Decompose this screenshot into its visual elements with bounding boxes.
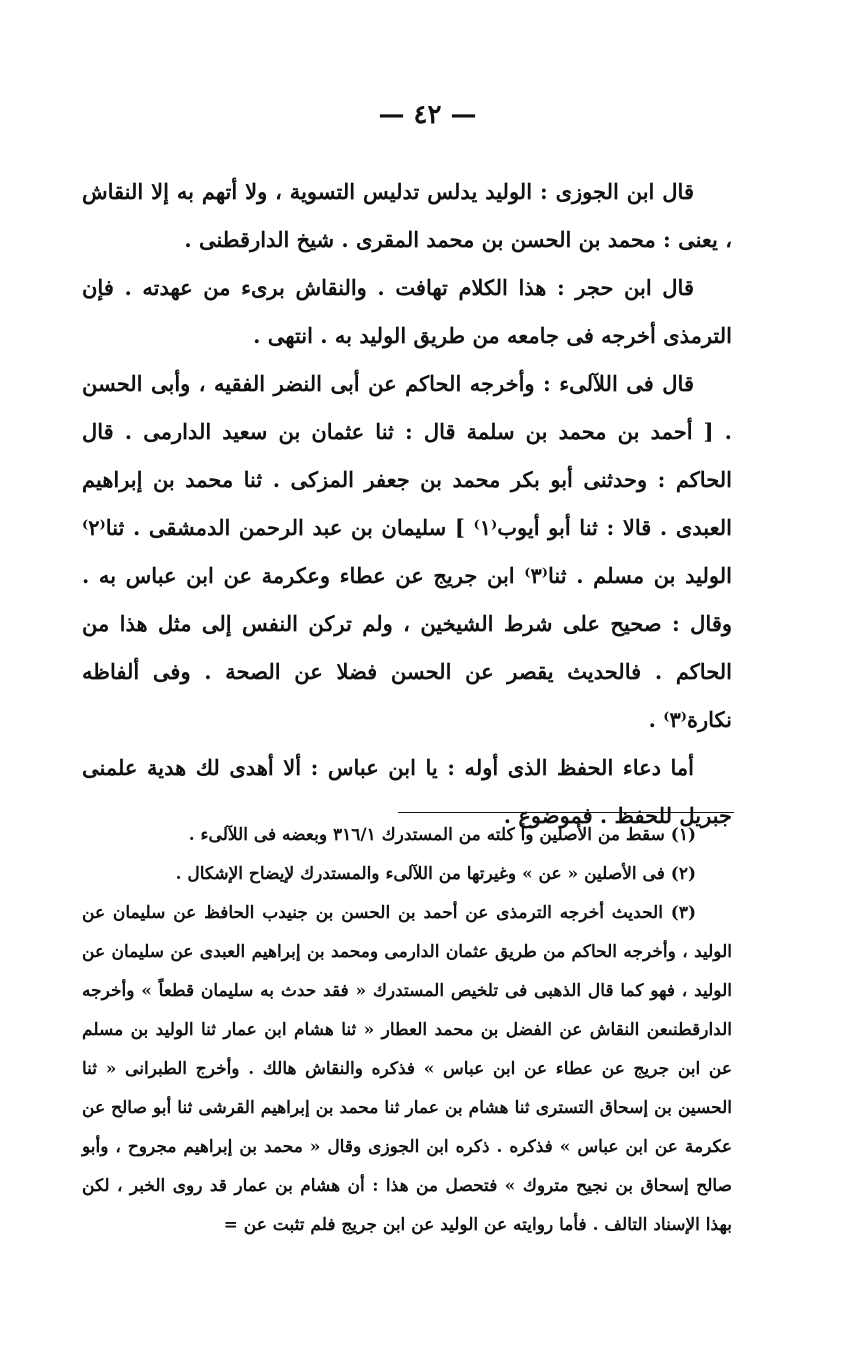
footnotes [82, 816, 732, 1245]
paragraph-hifz-dua: أما دعاء الحفظ الذى أوله : يا ابن عباس : ألا أهدى لك هدية علمنى جبريل للحفظ . فموضوع . [82, 755, 732, 828]
footnote-1: (١) سقط من الأصلين وأ كلته من المستدرك ٣١٦/١ وبعضه فى اللآلىء . [188, 825, 696, 845]
footnote-3: (٣) الحديث أخرجه الترمذى عن أحمد بن الحسن بن جنيدب الحافظ عن سليمان عن الوليد ، وأخرجه الحاكم من طريق عثمان الدارمى ومحمد بن إبراهيم العبدى عن سليمان عن الوليد ، فهو كما قال الذهبى فى تلخيص المستدرك « فقد حدث به سليمان قطعاً » وأخرجه الدارقطنىعن النقاش عن الفضل بن محمد العطار « ثنا هشام ابن عمار ثنا الوليد بن مسلم عن ابن جريج عن عطاء عن ابن عباس » فذكره والنقاش هالك . وأخرج الطبرانى « ثنا الحسين بن إسحاق التسترى ثنا هشام بن عمار ثنا محمد بن إبراهيم القرشى ثنا أبو صالح عن عكرمة عن ابن عباس » فذكره . ذكره ابن الجوزى وقال « محمد بن إبراهيم مجروح ، وأبو صالح إسحاق بن نجيح متروك » فتحصل من هذا : أن هشام بن عمار قد روى الخبر ، لكن بهذا الإسناد التالف . فأما روايته عن الوليد عن ابن جريج فلم تثبت عن = [82, 903, 732, 1235]
footnote-2: (٢) فى الأصلين « عن » وغيرتها من اللآلىء والمستدرك لإيضاح الإشكال . [175, 864, 696, 884]
paragraph-laali: قال فى اللآلىء : وأخرجه الحاكم عن أبى النضر الفقيه ، وأبى الحسن . [ أحمد بن محمد بن سلمة قال : ثنا عثمان بن سعيد الدارمى . قال الحاكم : وحدثنى أبو بكر محمد بن جعفر المزكى . ثنا محمد بن إبراهيم العبدى . قالا : ثنا أبو أيوب⁽١⁾ ] سليمان بن عبد الرحمن الدمشقى . ثنا⁽٢⁾ الوليد بن مسلم . ثنا⁽٣⁾ ابن جريج عن عطاء وعكرمة عن ابن عباس به . وقال : صحيح على شرط الشيخين ، ولم تركن النفس إلى مثل هذا من الحاكم . فالحديث يقصر عن الحسن فضلا عن الصحة . وفى ألفاظه نكارة⁽٣⁾ . [82, 371, 732, 732]
page-number: — ٤٢ — [378, 100, 477, 130]
paragraph-ibn-jawzi: قال ابن الجوزى : الوليد يدلس تدليس التسوية ، ولا أتهم به إلا النقاش ، يعنى : محمد بن الحسن بن محمد المقرى . شيخ الدارقطنى . [82, 179, 732, 252]
main-text [82, 168, 732, 840]
paragraph-ibn-hajar: قال ابن حجر : هذا الكلام تهافت . والنقاش برىء من عهدته . فإن الترمذى أخرجه فى جامعه من طريق الوليد به . انتهى . [82, 275, 732, 348]
footnote-separator [398, 812, 734, 813]
